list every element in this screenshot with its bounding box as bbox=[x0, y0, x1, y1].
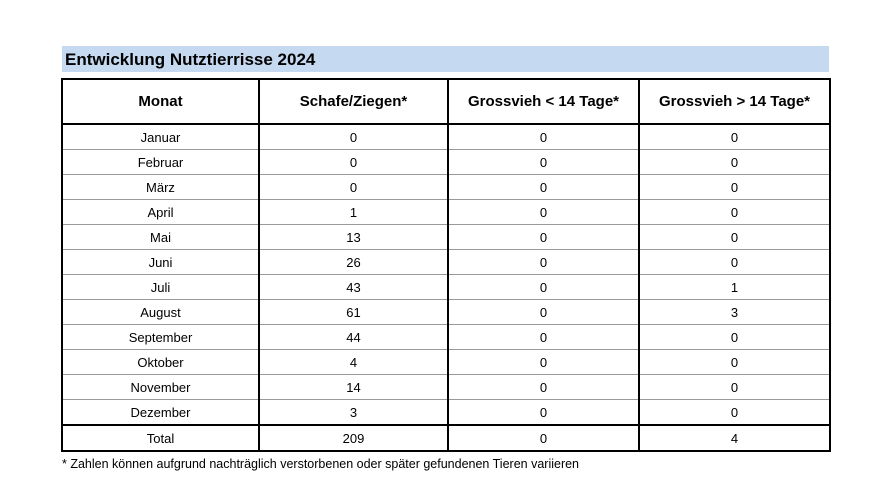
header-sheep-goats: Schafe/Ziegen* bbox=[259, 79, 448, 124]
table-row bbox=[62, 400, 830, 426]
table-row bbox=[62, 250, 830, 275]
total-sheep-goats: 209 bbox=[259, 425, 448, 451]
table-row bbox=[62, 150, 830, 175]
month-cell: Februar bbox=[62, 150, 259, 175]
month-cell: Mai bbox=[62, 225, 259, 250]
table-row bbox=[62, 300, 830, 325]
month-cell: August bbox=[62, 300, 259, 325]
total-cattle-under-14-days: 0 bbox=[448, 425, 639, 451]
header-cattle-over-14-days: Grossvieh > 14 Tage* bbox=[639, 79, 830, 124]
header-cattle-under-14-days: Grossvieh < 14 Tage* bbox=[448, 79, 639, 124]
month-cell: Juni bbox=[62, 250, 259, 275]
cattle-over-14-days-cell: 0 bbox=[639, 375, 830, 400]
cattle-over-14-days-cell: 0 bbox=[639, 225, 830, 250]
sheep-goats-cell: 26 bbox=[259, 250, 448, 275]
sheep-goats-cell: 3 bbox=[259, 400, 448, 426]
cattle-under-14-days-cell: 0 bbox=[448, 225, 639, 250]
sheep-goats-cell: 1 bbox=[259, 200, 448, 225]
sheep-goats-cell: 4 bbox=[259, 350, 448, 375]
cattle-over-14-days-cell: 0 bbox=[639, 175, 830, 200]
table-row bbox=[62, 275, 830, 300]
table-row bbox=[62, 325, 830, 350]
sheep-goats-cell: 61 bbox=[259, 300, 448, 325]
cattle-under-14-days-cell: 0 bbox=[448, 175, 639, 200]
sheep-goats-cell: 0 bbox=[259, 175, 448, 200]
cattle-under-14-days-cell: 0 bbox=[448, 150, 639, 175]
table-row bbox=[62, 175, 830, 200]
footnote: * Zahlen können aufgrund nachträglich verstorbenen oder später gefundenen Tieren variieren bbox=[62, 457, 580, 471]
total-row bbox=[62, 425, 830, 451]
cattle-under-14-days-cell: 0 bbox=[448, 300, 639, 325]
sheep-goats-cell: 0 bbox=[259, 150, 448, 175]
cattle-under-14-days-cell: 0 bbox=[448, 350, 639, 375]
cattle-under-14-days-cell: 0 bbox=[448, 124, 639, 150]
table-row bbox=[62, 350, 830, 375]
table-row bbox=[62, 200, 830, 225]
total-cattle-over-14-days: 4 bbox=[639, 425, 830, 451]
cattle-over-14-days-cell: 0 bbox=[639, 150, 830, 175]
sheep-goats-cell: 44 bbox=[259, 325, 448, 350]
cattle-under-14-days-cell: 0 bbox=[448, 325, 639, 350]
header-row bbox=[62, 79, 830, 124]
month-cell: März bbox=[62, 175, 259, 200]
cattle-under-14-days-cell: 0 bbox=[448, 375, 639, 400]
cattle-over-14-days-cell: 0 bbox=[639, 350, 830, 375]
cattle-over-14-days-cell: 0 bbox=[639, 200, 830, 225]
cattle-under-14-days-cell: 0 bbox=[448, 400, 639, 426]
month-cell: Januar bbox=[62, 124, 259, 150]
table-row bbox=[62, 225, 830, 250]
month-cell: Oktober bbox=[62, 350, 259, 375]
livestock-kills-table bbox=[61, 78, 831, 452]
cattle-under-14-days-cell: 0 bbox=[448, 250, 639, 275]
cattle-under-14-days-cell: 0 bbox=[448, 200, 639, 225]
cattle-over-14-days-cell: 1 bbox=[639, 275, 830, 300]
cattle-over-14-days-cell: 0 bbox=[639, 400, 830, 426]
total-label: Total bbox=[62, 425, 259, 451]
sheep-goats-cell: 14 bbox=[259, 375, 448, 400]
cattle-over-14-days-cell: 3 bbox=[639, 300, 830, 325]
table-title: Entwicklung Nutztierrisse 2024 bbox=[62, 46, 829, 72]
table-row bbox=[62, 124, 830, 150]
sheep-goats-cell: 13 bbox=[259, 225, 448, 250]
cattle-over-14-days-cell: 0 bbox=[639, 124, 830, 150]
table-row bbox=[62, 375, 830, 400]
month-cell: November bbox=[62, 375, 259, 400]
sheep-goats-cell: 0 bbox=[259, 124, 448, 150]
month-cell: September bbox=[62, 325, 259, 350]
sheep-goats-cell: 43 bbox=[259, 275, 448, 300]
month-cell: Juli bbox=[62, 275, 259, 300]
month-cell: Dezember bbox=[62, 400, 259, 426]
month-cell: April bbox=[62, 200, 259, 225]
cattle-under-14-days-cell: 0 bbox=[448, 275, 639, 300]
cattle-over-14-days-cell: 0 bbox=[639, 250, 830, 275]
header-month: Monat bbox=[62, 79, 259, 124]
cattle-over-14-days-cell: 0 bbox=[639, 325, 830, 350]
